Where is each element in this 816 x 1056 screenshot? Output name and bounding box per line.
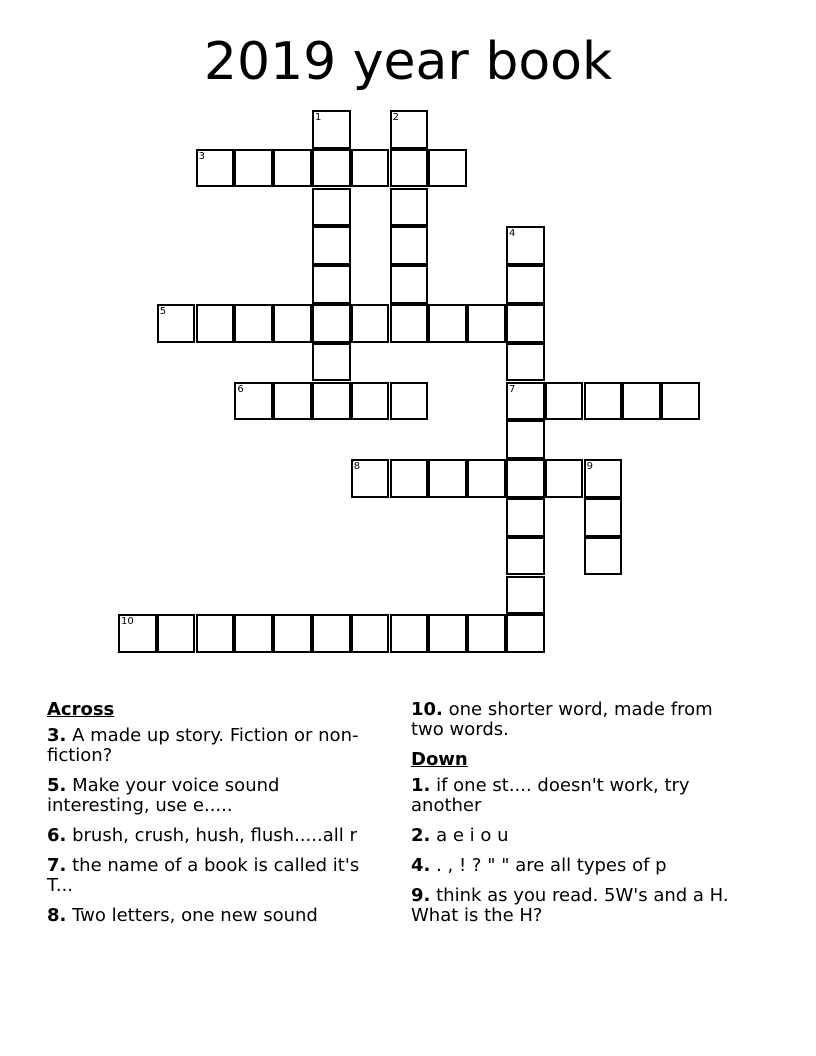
across-clue-3: 3. A made up story. Fiction or non-fiction? [47,725,359,766]
down-heading: Down [411,749,468,770]
crossword-cell[interactable] [584,382,623,421]
crossword-cell[interactable] [428,304,467,343]
crossword-cell[interactable] [234,614,273,653]
crossword-cell[interactable] [390,188,429,227]
across-heading: Across [47,699,115,720]
across-clue-10: 10. one shorter word, made from two words. [411,699,713,740]
crossword-cell[interactable] [390,226,429,265]
cell-number: 10 [121,616,134,628]
crossword-cell[interactable] [506,420,545,459]
down-clue-1: 1. if one st.... doesn't work, try another [411,775,690,816]
crossword-cell[interactable] [312,382,351,421]
crossword-cell[interactable] [506,265,545,304]
cell-number: 9 [586,461,593,473]
page-title: 2019 year book [203,32,613,92]
crossword-cell[interactable] [545,382,584,421]
crossword-cell[interactable] [390,110,429,149]
clues-right-column [411,700,751,936]
clues-left-column [47,700,377,936]
crossword-cell[interactable] [506,382,545,421]
crossword-cell[interactable] [312,304,351,343]
crossword-cell[interactable] [351,304,390,343]
crossword-cell[interactable] [118,614,157,653]
across-clue-5: 5. Make your voice sound interesting, use e..... [47,775,280,816]
cell-number: 2 [392,112,399,123]
crossword-cell[interactable] [584,537,623,576]
crossword-cell[interactable] [351,382,390,421]
down-clue-9: 9. think as you read. 5W's and a H. What is the H? [411,885,729,926]
crossword-cell[interactable] [196,304,235,343]
across-clue-8: 8. Two letters, one new sound [47,905,318,926]
crossword-cell[interactable] [506,537,545,576]
crossword-cell[interactable] [234,149,273,188]
crossword-cell[interactable] [234,304,273,343]
crossword-cell[interactable] [622,382,661,421]
crossword-cell[interactable] [390,614,429,653]
cell-number: 6 [237,383,244,395]
crossword-cell[interactable] [312,226,351,265]
crossword-cell[interactable] [390,382,429,421]
down-clue-4: 4. . , ! ? " " are all types of p [411,855,667,876]
crossword-cell[interactable] [273,304,312,343]
crossword-cell[interactable] [506,226,545,265]
crossword-cell[interactable] [428,614,467,653]
crossword-cell[interactable] [351,149,390,188]
crossword-cell[interactable] [312,149,351,188]
crossword-cell[interactable] [390,304,429,343]
cell-number: 5 [159,306,167,317]
crossword-cell[interactable] [351,459,390,498]
crossword-cell[interactable] [467,614,506,653]
crossword-cell[interactable] [467,304,506,343]
crossword-cell[interactable] [390,265,429,304]
cell-number: 3 [198,150,205,162]
crossword-cell[interactable] [467,459,506,498]
crossword-cell[interactable] [157,304,196,343]
crossword-cell[interactable] [196,614,235,653]
across-clue-6: 6. brush, crush, hush, flush.....all r [47,825,357,846]
crossword-cell[interactable] [428,459,467,498]
crossword-cell[interactable] [312,614,351,653]
crossword-cell[interactable] [506,343,545,382]
crossword-cell[interactable] [312,110,351,149]
across-clue-7: 7. the name of a book is called it's T... [47,855,360,896]
crossword-cell[interactable] [312,343,351,382]
crossword-cell[interactable] [428,149,467,188]
crossword-cell[interactable] [351,614,390,653]
crossword-cell[interactable] [506,576,545,615]
crossword-cell[interactable] [506,304,545,343]
crossword-cell[interactable] [273,382,312,421]
crossword-cell[interactable] [545,459,584,498]
down-clue-2: 2. a e i o u [411,825,509,846]
crossword-cell[interactable] [584,459,623,498]
cell-number: 1 [315,112,322,123]
crossword-cell[interactable] [157,614,196,653]
crossword-cell[interactable] [312,265,351,304]
crossword-cell[interactable] [196,149,235,188]
crossword-cell[interactable] [273,614,312,653]
cell-number: 8 [353,461,361,473]
crossword-cell[interactable] [506,498,545,537]
crossword-cell[interactable] [390,459,429,498]
crossword-cell[interactable] [234,382,273,421]
crossword-cell[interactable] [312,188,351,227]
crossword-cell[interactable] [661,382,700,421]
crossword-cell[interactable] [390,149,429,188]
crossword-cell[interactable] [506,459,545,498]
crossword-cell[interactable] [506,614,545,653]
crossword-cell[interactable] [584,498,623,537]
crossword-cell[interactable] [273,149,312,188]
cell-number: 4 [509,228,516,240]
cell-number: 7 [509,383,516,395]
